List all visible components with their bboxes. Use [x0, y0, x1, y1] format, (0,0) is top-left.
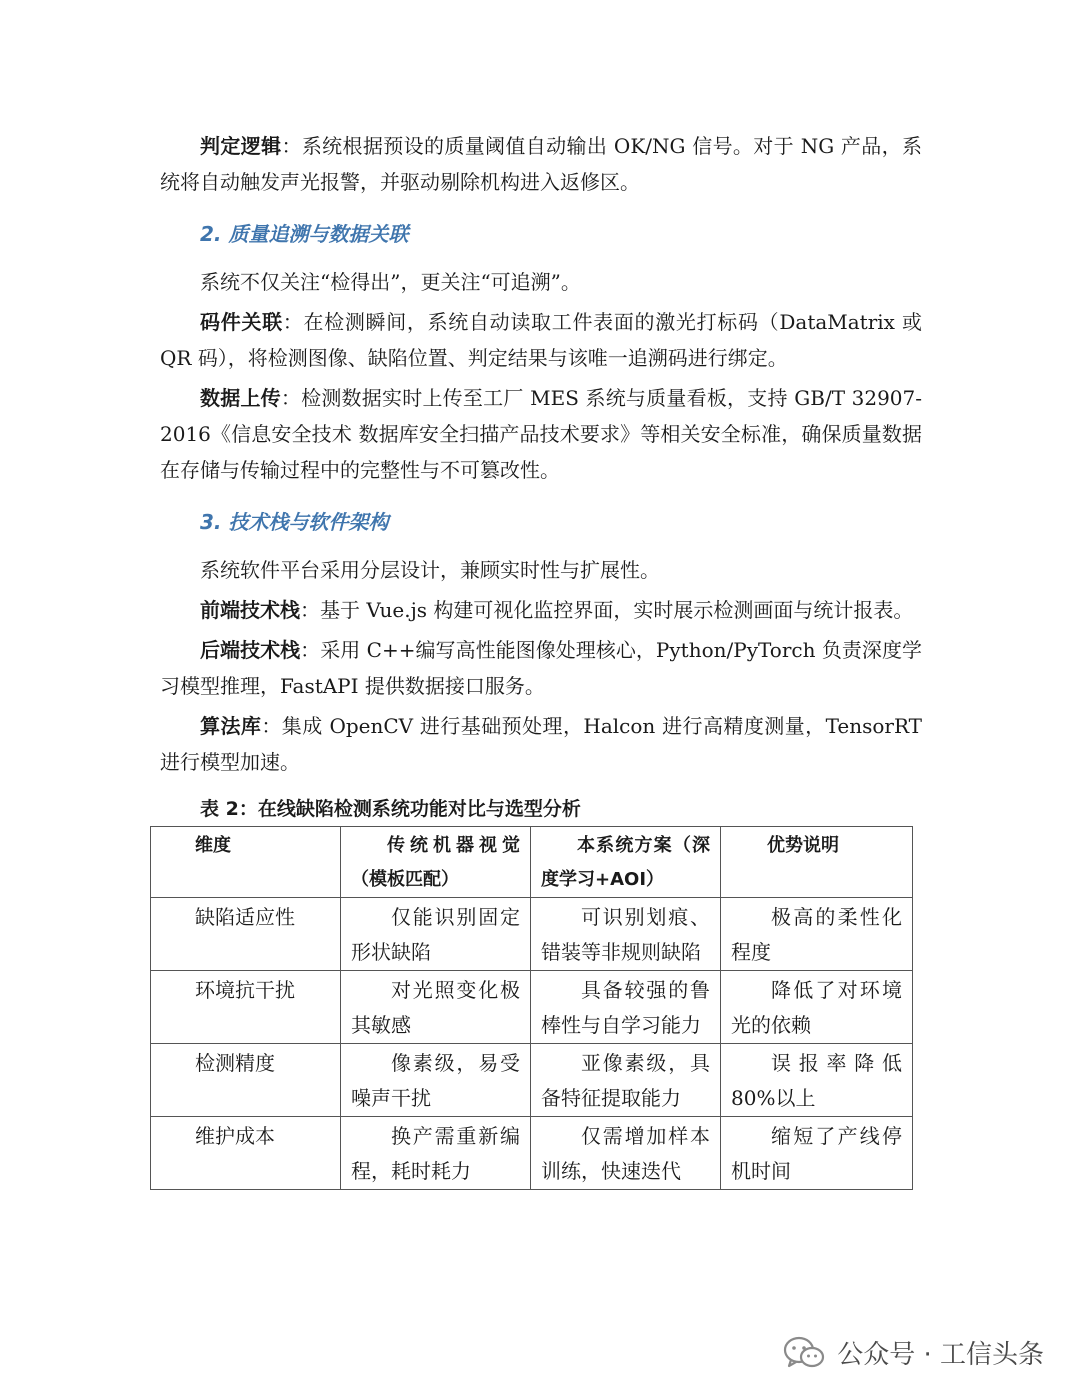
table-cell: 极高的柔性化程度 — [721, 898, 913, 971]
table-cell: 误报率降低80%以上 — [721, 1044, 913, 1117]
table-cell: 仅需增加样本训练，快速迭代 — [531, 1117, 721, 1190]
data-upload-text: ：检测数据实时上传至工厂 MES 系统与质量看板，支持 GB/T 32907-2016《信息安全技术 数据库安全扫描产品技术要求》等相关安全标准，确保质量数据在存储与传输过程中的完整性与不可篡改性。 — [160, 386, 923, 482]
frontend-text: ：基于 Vue.js 构建可视化监控界面，实时展示检测画面与统计报表。 — [300, 598, 914, 622]
frontend-label: 前端技术栈 — [200, 598, 300, 622]
wechat-icon — [783, 1335, 825, 1371]
table-cell: 环境抗干扰 — [151, 971, 341, 1044]
table-cell: 缩短了产线停机时间 — [721, 1117, 913, 1190]
code-link-paragraph — [160, 304, 922, 376]
header-this-system: 本系统方案（深度学习+AOI） — [531, 827, 721, 898]
table-cell: 可识别划痕、错装等非规则缺陷 — [531, 898, 721, 971]
document-page — [160, 128, 922, 1190]
section-3-title: 3. 技术栈与软件架构 — [200, 510, 389, 534]
table-cell: 对光照变化极其敏感 — [341, 971, 531, 1044]
table-cell: 降低了对环境光的依赖 — [721, 971, 913, 1044]
backend-paragraph — [160, 632, 922, 704]
table-cell: 仅能识别固定形状缺陷 — [341, 898, 531, 971]
judge-logic-text: ：系统根据预设的质量阈值自动输出 OK/NG 信号。对于 NG 产品，系统将自动触发声光报警，并驱动剔除机构进入返修区。 — [160, 134, 923, 194]
table-cell: 亚像素级，具备特征提取能力 — [531, 1044, 721, 1117]
code-link-text: ：在检测瞬间，系统自动读取工件表面的激光打标码（DataMatrix 或 QR 码），将检测图像、缺陷位置、判定结果与该唯一追溯码进行绑定。 — [160, 310, 923, 370]
comparison-table — [150, 826, 913, 1190]
table-cell: 检测精度 — [151, 1044, 341, 1117]
table-header-row — [151, 827, 913, 898]
footer-text: 公众号 · 工信头条 — [837, 1340, 1044, 1370]
header-dimension: 维度 — [151, 827, 341, 898]
data-upload-paragraph — [160, 380, 922, 488]
section-3-intro: 系统软件平台采用分层设计，兼顾实时性与扩展性。 — [200, 558, 660, 582]
algorithm-label: 算法库 — [200, 714, 262, 738]
header-advantage: 优势说明 — [721, 827, 913, 898]
table-cell: 维护成本 — [151, 1117, 341, 1190]
data-upload-label: 数据上传 — [200, 386, 281, 410]
table-cell: 缺陷适应性 — [151, 898, 341, 971]
header-traditional: 传统机器视觉（模板匹配） — [341, 827, 531, 898]
table-row — [151, 1117, 913, 1190]
section-2-title: 2. 质量追溯与数据关联 — [200, 222, 409, 246]
footer-watermark — [783, 1334, 1044, 1371]
table-row — [151, 1044, 913, 1117]
algorithm-paragraph — [160, 708, 922, 780]
backend-label: 后端技术栈 — [200, 638, 301, 662]
table-cell: 具备较强的鲁棒性与自学习能力 — [531, 971, 721, 1044]
section-2-intro: 系统不仅关注“检得出”，更关注“可追溯”。 — [200, 270, 581, 294]
table-caption: 表 2：在线缺陷检测系统功能对比与选型分析 — [200, 798, 581, 820]
table-cell: 像素级，易受噪声干扰 — [341, 1044, 531, 1117]
frontend-paragraph — [160, 592, 922, 628]
table-row — [151, 971, 913, 1044]
table-cell: 换产需重新编程，耗时耗力 — [341, 1117, 531, 1190]
backend-text: ：采用 C++编写高性能图像处理核心，Python/PyTorch 负责深度学习模型推理，FastAPI 提供数据接口服务。 — [160, 638, 923, 698]
judge-logic-paragraph — [160, 128, 922, 200]
table-row — [151, 898, 913, 971]
algorithm-text: ：集成 OpenCV 进行基础预处理，Halcon 进行高精度测量，TensorRT 进行模型加速。 — [160, 714, 923, 774]
code-link-label: 码件关联 — [200, 310, 283, 334]
judge-logic-label: 判定逻辑 — [200, 134, 282, 158]
